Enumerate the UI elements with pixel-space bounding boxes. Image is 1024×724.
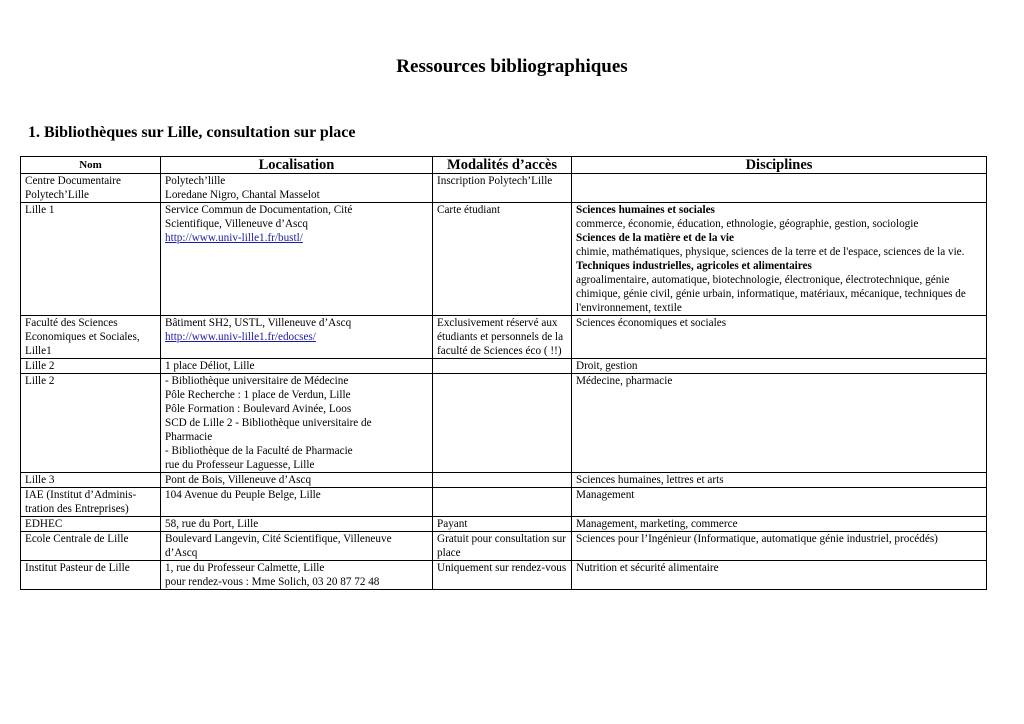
localisation-line: Pont de Bois, Villeneuve d’Ascq [165,474,312,486]
localisation-line: pour rendez-vous : Mme Solich, 03 20 87 72 48 [165,576,380,588]
nom-line: IAE (Institut d’Adminis- [25,489,137,501]
modalites-text: Gratuit pour consultation sur place [437,533,566,559]
cell-modalites [433,488,572,517]
modalites-text: Exclusivement réservé aux étudiants et personnels de la faculté de Sciences éco ( !!) [437,317,564,357]
modalites-text: Carte étudiant [437,204,501,216]
disciplines-text: Management, marketing, commerce [576,518,738,530]
cell-nom [21,532,161,561]
table-row [21,316,987,359]
nom-line: Lille 2 [25,360,55,372]
table-row [21,532,987,561]
cell-nom [21,174,161,203]
table-header-row [21,157,987,174]
cell-modalites [433,532,572,561]
cell-nom [21,517,161,532]
discipline-heading: Sciences de la matière et de la vie [576,232,734,244]
disciplines-text: Droit, gestion [576,360,638,372]
cell-localisation [161,473,433,488]
discipline-heading: Sciences humaines et sociales [576,204,715,216]
discipline-heading: Techniques industrielles, agricoles et alimentaires [576,260,812,272]
localisation-line: Loredane Nigro, Chantal Masselot [165,189,320,201]
header-disciplines: Disciplines [572,157,987,174]
cell-modalites [433,561,572,590]
cell-modalites [433,316,572,359]
cell-localisation [161,488,433,517]
cell-nom [21,473,161,488]
header-localisation: Localisation [161,157,433,174]
table-row [21,374,987,473]
localisation-line: Pôle Formation : Boulevard Avinée, Loos [165,403,352,415]
cell-localisation [161,517,433,532]
nom-line: Institut Pasteur de Lille [25,562,130,574]
cell-localisation [161,359,433,374]
nom-line: tration des Entreprises) [25,503,129,515]
localisation-line: d’Ascq [165,547,198,559]
nom-line: Ecole Centrale de Lille [25,533,129,545]
localisation-line: Service Commun de Documentation, Cité [165,204,353,216]
cell-localisation [161,203,433,316]
disciplines-text: Sciences économiques et sociales [576,317,727,329]
cell-nom [21,374,161,473]
disciplines-text: Sciences pour l’Ingénieur (Informatique, automatique génie industriel, procédés) [576,533,938,545]
disciplines-text: Sciences humaines, lettres et arts [576,474,724,486]
localisation-line: 104 Avenue du Peuple Belge, Lille [165,489,321,501]
cell-modalites [433,174,572,203]
table-row [21,174,987,203]
nom-line: Polytech’Lille [25,189,90,201]
cell-disciplines [572,488,987,517]
cell-localisation [161,174,433,203]
cell-modalites [433,374,572,473]
table-row [21,203,987,316]
localisation-line: SCD de Lille 2 - Bibliothèque universitaire de [165,417,372,429]
table-row [21,561,987,590]
cell-disciplines [572,473,987,488]
table-row [21,488,987,517]
cell-disciplines [572,203,987,316]
cell-localisation [161,316,433,359]
nom-line: Faculté des Sciences [25,317,118,329]
header-modalites: Modalités d’accès [433,157,572,174]
document-title: Ressources bibliographiques [396,56,628,77]
localisation-line: Polytech’lille [165,175,226,187]
localisation-line: 58, rue du Port, Lille [165,518,259,530]
cell-nom [21,561,161,590]
table-row [21,473,987,488]
cell-localisation [161,532,433,561]
cell-localisation [161,374,433,473]
cell-disciplines [572,374,987,473]
header-nom: Nom [21,157,161,174]
cell-modalites [433,473,572,488]
cell-disciplines [572,359,987,374]
localisation-line: - Bibliothèque universitaire de Médecine [165,375,349,387]
cell-modalites [433,359,572,374]
section-heading: 1. Bibliothèques sur Lille, consultation sur place [28,124,356,141]
nom-line: Lille 1 [25,204,55,216]
disciplines-text: Nutrition et sécurité alimentaire [576,562,719,574]
libraries-table [20,156,987,590]
localisation-line: Bâtiment SH2, USTL, Villeneuve d’Ascq [165,317,352,329]
nom-line: EDHEC [25,518,63,530]
cell-nom [21,316,161,359]
localisation-line: rue du Professeur Laguesse, Lille [165,459,315,471]
cell-modalites [433,203,572,316]
discipline-text: chimie, mathématiques, physique, sciences de la terre et de l'espace, sciences de la vie. [576,246,965,258]
cell-disciplines [572,517,987,532]
cell-localisation [161,561,433,590]
nom-line: Lille 3 [25,474,55,486]
localisation-line: - Bibliothèque de la Faculté de Pharmacie [165,445,353,457]
localisation-line: 1, rue du Professeur Calmette, Lille [165,562,325,574]
discipline-text: commerce, économie, éducation, ethnologie, géographie, gestion, sociologie [576,218,919,230]
table-row [21,359,987,374]
modalites-text: Inscription Polytech’Lille [437,175,553,187]
cell-nom [21,203,161,316]
bustl-link[interactable]: http://www.univ-lille1.fr/bustl/ [165,232,303,244]
localisation-line: 1 place Déliot, Lille [165,360,255,372]
nom-line: Economiques et Sociales, [25,331,140,343]
localisation-line: Pôle Recherche : 1 place de Verdun, Lille [165,389,351,401]
cell-disciplines [572,532,987,561]
localisation-line: Pharmacie [165,431,213,443]
cell-nom [21,359,161,374]
cell-nom [21,488,161,517]
cell-disciplines [572,174,987,203]
cell-disciplines [572,561,987,590]
nom-line: Centre Documentaire [25,175,121,187]
cell-modalites [433,517,572,532]
discipline-text: agroalimentaire, automatique, biotechnologie, électronique, électrotechnique, génie chimique, génie civil, génie urbain, informatique, matériaux, mécanique, techniques de l'environnement, textile [576,274,966,314]
disciplines-text: Médecine, pharmacie [576,375,673,387]
table-row [21,517,987,532]
cell-disciplines [572,316,987,359]
nom-line: Lille 2 [25,375,55,387]
modalites-text: Payant [437,518,468,530]
modalites-text: Uniquement sur rendez-vous [437,562,567,574]
disciplines-text: Management [576,489,635,501]
localisation-line: Boulevard Langevin, Cité Scientifique, Villeneuve [165,533,392,545]
localisation-line: Scientifique, Villeneuve d’Ascq [165,218,308,230]
edocses-link[interactable]: http://www.univ-lille1.fr/edocses/ [165,331,316,343]
nom-line: Lille1 [25,345,52,357]
